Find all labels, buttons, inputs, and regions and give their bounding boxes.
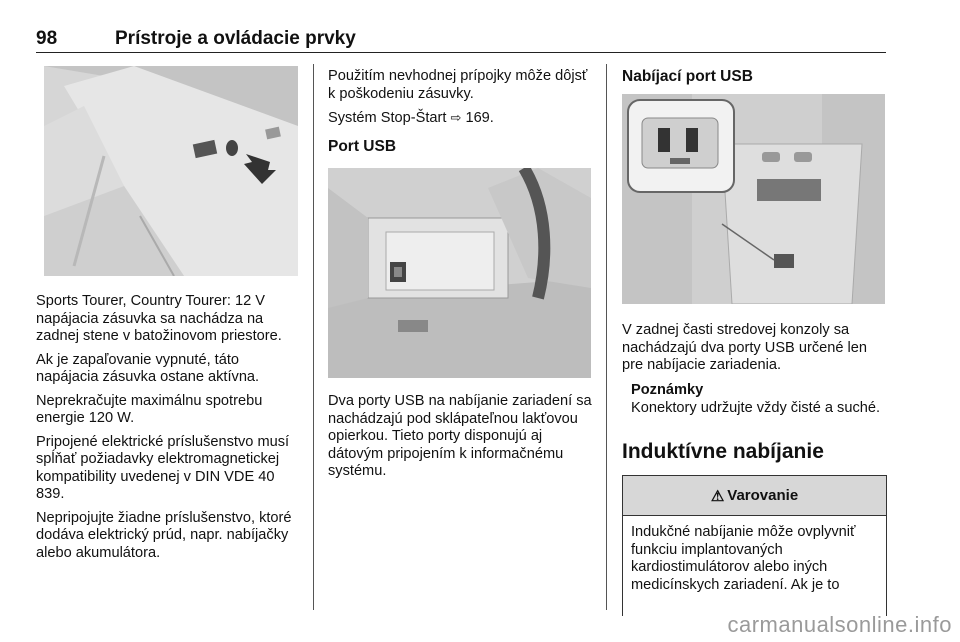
reference-label: Systém Stop-Štart bbox=[328, 110, 447, 126]
reference-page: 169. bbox=[465, 110, 494, 126]
arrow-right-icon: ⇨ bbox=[450, 110, 462, 125]
paragraph: Sports Tourer, Country Tourer: 12 V napájacia zásuvka sa nachádza na zadnej stene v batožinovom priestore. bbox=[36, 293, 282, 344]
usb-port-illustration bbox=[328, 168, 591, 378]
paragraph: Dva porty USB na nabíjanie zariadení sa nachádzajú pod sklápateľnou lakťovou opierkou. Tieto porty disponujú aj dátovým pripojením k informačnému systému. bbox=[328, 393, 592, 479]
page-header bbox=[36, 26, 886, 53]
page-title: Prístroje a ovládacie prvky bbox=[115, 28, 356, 49]
section-heading: Nabíjací port USB bbox=[622, 68, 753, 85]
warning-header bbox=[623, 476, 886, 516]
column-3-text bbox=[622, 68, 890, 94]
warning-triangle-icon: ⚠ bbox=[710, 487, 725, 505]
watermark: carmanualsonline.info bbox=[727, 612, 952, 637]
inductive-heading-container bbox=[622, 440, 890, 463]
note-title: Poznámky bbox=[631, 382, 704, 398]
paragraph: Pripojené elektrické príslušenstvo musí spĺňať požiadavky elektromagnetickej kompatibility uvedenej v DIN VDE 40 839. bbox=[36, 433, 290, 502]
cross-reference[interactable] bbox=[328, 109, 596, 128]
note-text: Konektory udržujte vždy čisté a suché. bbox=[631, 399, 881, 416]
paragraph: V zadnej časti stredovej konzoly sa nachádzajú dva porty USB určené len pre nabíjacie zariadenia. bbox=[622, 322, 868, 373]
paragraph: Použitím nevhodnej prípojky môže dôjsť k poškodeniu zásuvky. bbox=[328, 68, 588, 102]
usb-port-description bbox=[328, 393, 596, 487]
note-block bbox=[631, 382, 887, 417]
charging-port-illustration bbox=[622, 94, 885, 304]
warning-box bbox=[622, 475, 887, 616]
column-1-text bbox=[36, 293, 302, 568]
column-divider bbox=[313, 64, 314, 610]
column-2-text bbox=[328, 68, 596, 163]
paragraph: Ak je zapaľovanie vypnuté, táto napájacia zásuvka ostane aktívna. bbox=[36, 351, 260, 385]
paragraph: Nepripojujte žiadne príslušenstvo, ktoré dodáva elektrický prúd, napr. nabíjačky alebo akumulátora. bbox=[36, 509, 292, 561]
warning-title: Varovanie bbox=[727, 487, 799, 504]
section-heading: Port USB bbox=[328, 137, 397, 155]
page-number: 98 bbox=[36, 28, 58, 49]
trunk-socket-illustration bbox=[44, 66, 298, 276]
section-heading: Induktívne nabíjanie bbox=[622, 440, 824, 463]
column-divider bbox=[606, 64, 607, 610]
warning-text: Indukčné nabíjanie môže ovplyvniť funkciu implantovaných kardiostimulátorov alebo iných medicínskych zariadení. Ak je to bbox=[631, 524, 856, 593]
paragraph: Neprekračujte maximálnu spotrebu energie 120 W. bbox=[36, 392, 263, 426]
charging-port-description bbox=[622, 322, 892, 381]
